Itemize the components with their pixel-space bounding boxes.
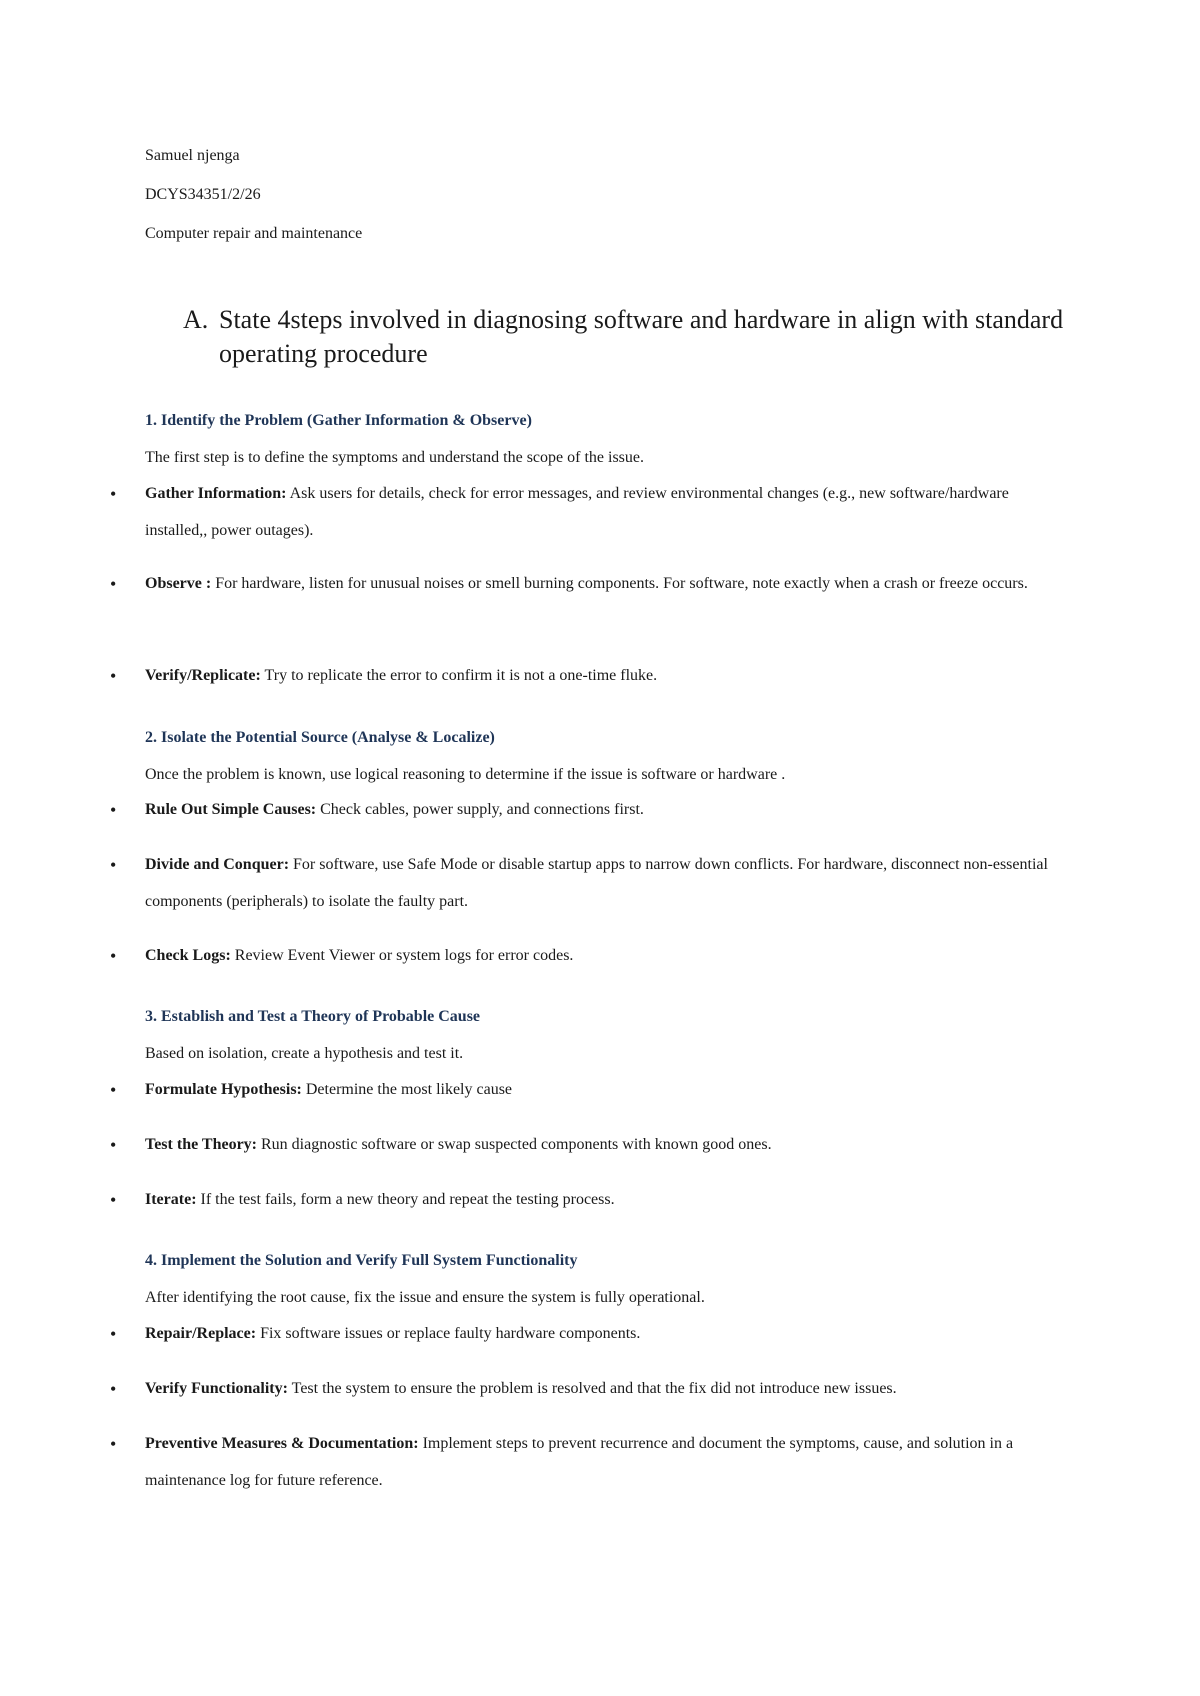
bullet-icon: • [110,484,117,504]
list-item-term: Verify Functionality: [145,1380,288,1397]
list-item [145,657,1065,694]
list-item [145,1071,1065,1108]
list-item-text: Ask users for details, check for error messages, and review environmental changes (e.g., new software/hardware installed,, power outages). [145,485,1009,539]
section-intro: Once the problem is known, use logical reasoning to determine if the issue is software or hardware . [145,766,786,783]
list-item-term: Iterate: [145,1191,197,1208]
bullet-icon: • [110,666,117,686]
list-item-text: If the test fails, form a new theory and repeat the testing process. [196,1191,615,1208]
registration-number: DCYS34351/2/26 [145,186,261,203]
bullet-icon: • [110,1434,117,1454]
list-item-text: Implement steps to prevent recurrence and document the symptoms, cause, and solution in a maintenance log for future reference. [145,1435,1014,1489]
list-item [145,846,1065,920]
list-item [145,1370,1065,1407]
list-item-term: Rule Out Simple Causes: [145,801,317,818]
list-item [145,1181,1065,1218]
list-item [145,791,1065,828]
bullet-icon: • [110,1324,117,1344]
bullet-icon: • [110,1379,117,1399]
bullet-icon: • [110,855,117,875]
list-item-term: Verify/Replicate: [145,667,261,684]
section-heading: 1. Identify the Problem (Gather Information & Observe) [145,412,532,429]
list-item [145,475,1065,549]
section-heading: 4. Implement the Solution and Verify Full System Functionality [145,1252,578,1269]
list-item-term: Test the Theory: [145,1136,257,1153]
course-title: Computer repair and maintenance [145,225,363,242]
list-item-text: Fix software issues or replace faulty hardware components. [256,1325,641,1342]
list-item-term: Gather Information: [145,485,287,502]
list-item [145,1315,1065,1352]
list-item-text: For hardware, listen for unusual noises or smell burning components. For software, note exactly when a crash or freeze occurs. [211,575,1028,592]
list-item-term: Preventive Measures & Documentation: [145,1435,419,1452]
list-item-text: Determine the most likely cause [301,1081,513,1098]
list-item-text: Review Event Viewer or system logs for error codes. [230,947,574,964]
list-item-term: Repair/Replace: [145,1325,257,1342]
bullet-icon: • [110,1080,117,1100]
section-intro: Based on isolation, create a hypothesis and test it. [145,1045,464,1062]
list-item-text: For software, use Safe Mode or disable startup apps to narrow down conflicts. For hardware, disconnect non-essential components (peripherals) to isolate the faulty part. [145,856,1048,910]
section-intro: After identifying the root cause, fix the issue and ensure the system is fully operational. [145,1289,705,1306]
list-item-text: Try to replicate the error to confirm it is not a one-time fluke. [260,667,658,684]
bullet-icon: • [110,574,117,594]
section-intro: The first step is to define the symptoms and understand the scope of the issue. [145,449,645,466]
list-item [145,1425,1065,1499]
bullet-icon: • [110,1190,117,1210]
list-item-term: Check Logs: [145,947,231,964]
list-item-text: Check cables, power supply, and connections first. [316,801,644,818]
bullet-icon: • [110,1135,117,1155]
bullet-icon: • [110,800,117,820]
list-item [145,565,1065,602]
section-heading: 2. Isolate the Potential Source (Analyse & Localize) [145,729,495,746]
question-letter: A. [183,305,209,334]
bullet-icon: • [110,946,117,966]
list-item-term: Divide and Conquer: [145,856,290,873]
list-item [145,1126,1065,1163]
student-name: Samuel njenga [145,147,240,164]
list-item-text: Test the system to ensure the problem is resolved and that the fix did not introduce new issues. [287,1380,897,1397]
list-item-term: Formulate Hypothesis: [145,1081,302,1098]
list-item-text: Run diagnostic software or swap suspected components with known good ones. [257,1136,772,1153]
question-text: State 4steps involved in diagnosing software and hardware in align with standard operating procedure [219,305,1064,368]
section-heading: 3. Establish and Test a Theory of Probable Cause [145,1008,481,1025]
list-item-term: Observe : [145,575,212,592]
list-item [145,937,1065,974]
